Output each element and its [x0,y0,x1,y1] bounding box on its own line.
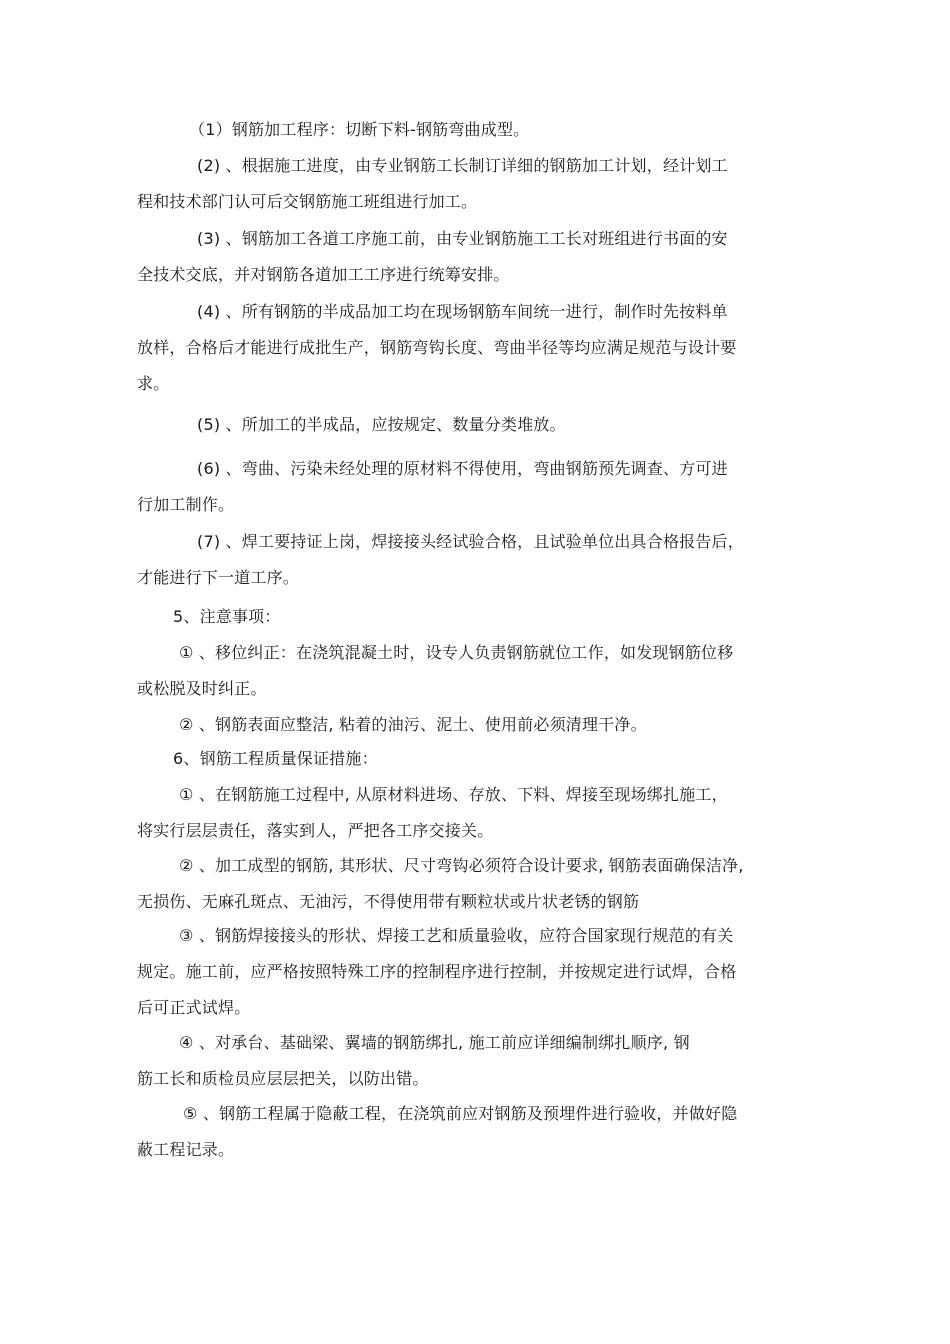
text-line: 将实行层层责任，落实到人，严把各工序交接关。 [137,821,494,840]
text-line: ② 、加工成型的钢筋, 其形状、尺寸弯钩必须符合设计要求, 钢筋表面确保洁净, [179,856,744,875]
paragraph-item-2 [137,148,817,220]
paragraph-item-5 [137,407,817,443]
section-heading-precautions [137,599,817,635]
text-line: 6、钢筋工程质量保证措施： [173,749,378,768]
text-line: ⑤ 、钢筋工程属于隐蔽工程，在浇筑前应对钢筋及预埋件进行验收，并做好隐 [183,1104,738,1123]
text-line: 规定。施工前，应严格按照特殊工序的控制程序进行控制，并按规定进行试焊，合格 [137,962,737,981]
text-line: 筋工长和质检员应层层把关，以防出错。 [137,1069,429,1088]
paragraph-item-3 [137,221,817,293]
text-line: 行加工制作。 [137,495,235,514]
text-line: ① 、在钢筋施工过程中, 从原材料进场、存放、下料、焊接至现场绑扎施工， [179,785,728,804]
paragraph-precaution-1 [137,635,817,707]
paragraph-precaution-2 [137,707,817,743]
text-line: 蔽工程记录。 [137,1140,235,1159]
paragraph-item-7 [137,524,817,596]
section-heading-quality-measures [137,741,817,777]
text-line: 全技术交底，并对钢筋各道加工工序进行统筹安排。 [137,265,510,284]
text-line: (6) 、弯曲、污染未经处理的原材料不得使用，弯曲钢筋预先调查、方可进 [197,459,728,478]
paragraph-measure-3 [137,918,817,1026]
text-line: ① 、移位纠正：在浇筑混凝土时，设专人负责钢筋就位工作，如发现钢筋位移 [179,643,734,662]
text-line: 程和技术部门认可后交钢筋施工班组进行加工。 [137,192,478,211]
text-line: ② 、钢筋表面应整洁, 粘着的油污、泥土、使用前必须清理干净。 [179,715,647,734]
text-line: 放样，合格后才能进行成批生产，钢筋弯钩长度、弯曲半径等均应满足规范与设计要 [137,338,737,357]
text-line: 无损伤、无麻孔斑点、无油污，不得使用带有颗粒状或片状老锈的钢筋 [137,892,640,911]
text-line: (5) 、所加工的半成品，应按规定、数量分类堆放。 [197,415,566,434]
text-line: （1）钢筋加工程序：切断下料-钢筋弯曲成型。 [189,120,530,139]
text-line: 5、注意事项： [173,607,281,626]
paragraph-item-4 [137,294,817,402]
paragraph-processing-procedure [137,112,817,148]
text-line: 才能进行下一道工序。 [137,568,300,587]
text-line: 或松脱及时纠正。 [137,679,267,698]
paragraph-item-6 [137,451,817,523]
paragraph-measure-1 [137,777,817,849]
paragraph-measure-5 [137,1096,817,1168]
text-line: ③ 、钢筋焊接接头的形状、焊接工艺和质量验收，应符合国家现行规范的有关 [179,926,734,945]
text-line: ④ 、对承台、基础梁、翼墙的钢筋绑扎, 施工前应详细编制绑扎顺序, 钢 [179,1033,690,1052]
paragraph-measure-4 [137,1025,817,1097]
text-line: (2) 、根据施工进度，由专业钢筋工长制订详细的钢筋加工计划，经计划工 [197,156,728,175]
text-line: (3) 、钢筋加工各道工序施工前，由专业钢筋施工工长对班组进行书面的安 [197,229,728,248]
text-line: (4) 、所有钢筋的半成品加工均在现场钢筋车间统一进行，制作时先按料单 [197,302,728,321]
paragraph-measure-2 [137,848,817,920]
text-line: 后可正式试焊。 [137,998,251,1017]
text-line: 求。 [137,374,170,393]
text-line: (7) 、焊工要持证上岗，焊接接头经试验合格，且试验单位出具合格报告后， [197,532,744,551]
